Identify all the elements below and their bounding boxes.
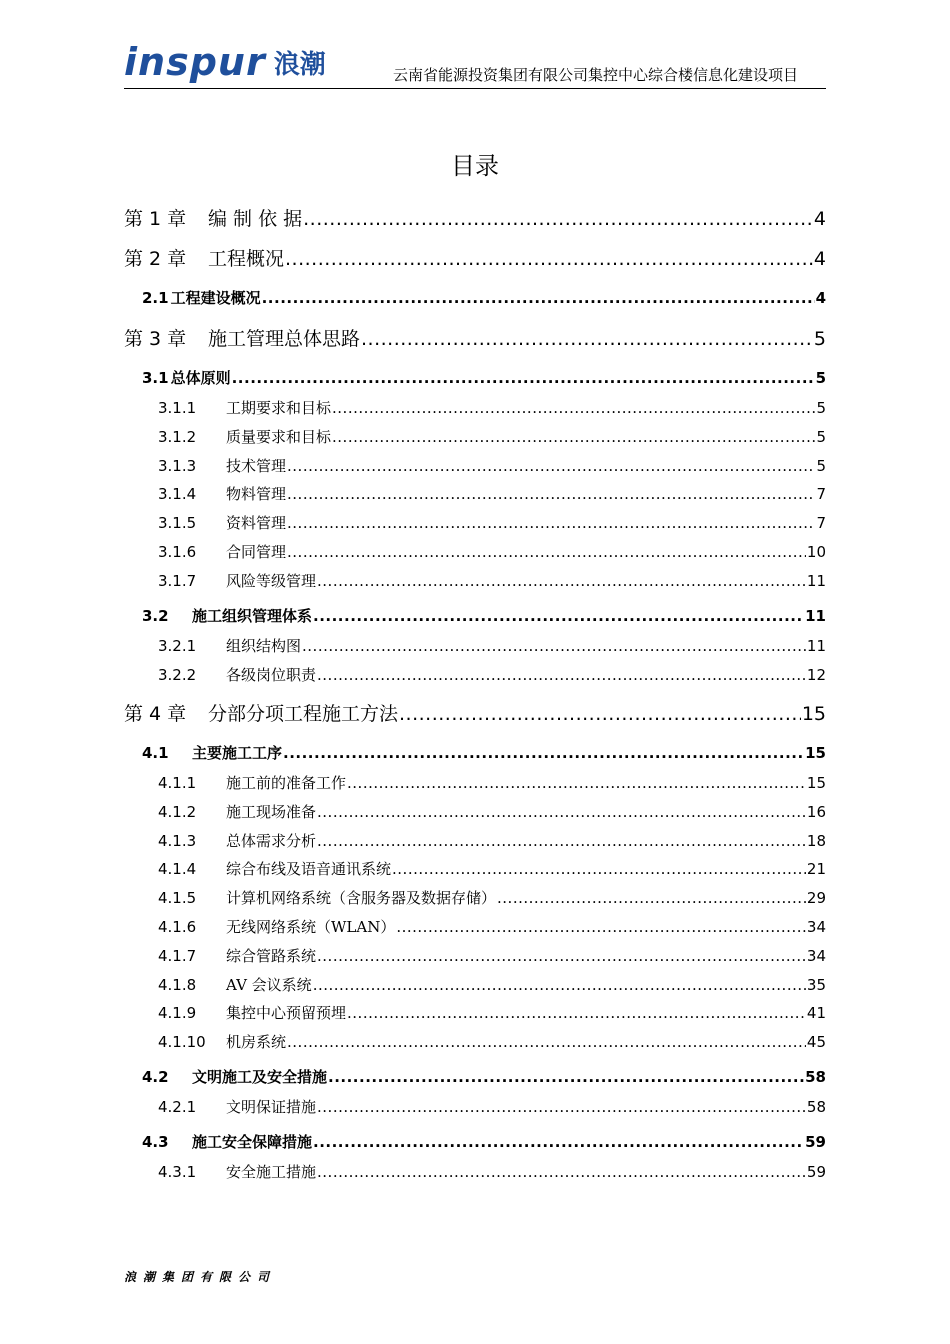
toc-entry-number: 第 3 章 <box>124 328 187 350</box>
toc-entry-page: 21 <box>806 860 826 878</box>
toc-entry-page: 5 <box>816 428 826 446</box>
toc-entry[interactable] <box>124 570 826 591</box>
toc-entry-page: 4 <box>815 289 826 307</box>
toc-entry[interactable] <box>124 605 826 626</box>
toc-entry[interactable] <box>124 1096 826 1117</box>
toc-entry[interactable] <box>124 742 826 763</box>
toc-entry-page: 29 <box>806 889 826 907</box>
toc-entry-label: 资料管理 <box>226 514 287 532</box>
toc-entry-number: 3.1.6 <box>158 543 197 561</box>
header-project-title: 云南省能源投资集团有限公司集控中心综合楼信息化建设项目 <box>392 66 798 84</box>
toc-entry-page: 35 <box>806 976 826 994</box>
toc-entry[interactable] <box>124 664 826 685</box>
toc-entry[interactable] <box>124 887 826 908</box>
toc-entry[interactable] <box>124 1031 826 1052</box>
toc-entry-label: 施工管理总体思路 <box>208 328 361 350</box>
toc-entry-page: 15 <box>801 703 826 725</box>
toc-entry-label: 各级岗位职责 <box>226 666 317 684</box>
toc-entry-label: 物料管理 <box>226 485 287 503</box>
toc-entry-label: 质量要求和目标 <box>226 428 332 446</box>
toc-entry-label: 工程建设概况 <box>170 289 261 307</box>
toc-entry-label: 安全施工措施 <box>226 1163 317 1181</box>
toc-entry-number: 3.2 <box>142 607 169 625</box>
toc-entry-page: 58 <box>806 1098 826 1116</box>
toc-entry-number: 第 1 章 <box>124 208 187 230</box>
toc-entry[interactable] <box>124 244 826 271</box>
toc-entry[interactable] <box>124 830 826 851</box>
toc-entry-page: 5 <box>816 457 826 475</box>
toc-entry-page: 5 <box>815 369 826 387</box>
toc-entry-page: 10 <box>806 543 826 561</box>
toc-entry[interactable] <box>124 1161 826 1182</box>
toc-entry[interactable] <box>124 397 826 418</box>
toc-entry-number: 4.1.9 <box>158 1004 197 1022</box>
toc-entry-label: 合同管理 <box>226 543 287 561</box>
page-header <box>124 40 826 89</box>
toc-entry[interactable] <box>124 455 826 476</box>
toc-entry-label: 文明保证措施 <box>226 1098 317 1116</box>
toc-entry-label: 文明施工及安全措施 <box>192 1068 328 1086</box>
toc-entry-label: 组织结构图 <box>226 637 302 655</box>
toc-entry[interactable] <box>124 324 826 351</box>
toc-entry-page: 45 <box>806 1033 826 1051</box>
toc-entry-number: 4.1.4 <box>158 860 197 878</box>
toc-entry-label: 无线网络系统（WLAN） <box>226 918 396 936</box>
toc-entry-number: 3.1.2 <box>158 428 197 446</box>
toc-entry-label: 总体需求分析 <box>226 832 317 850</box>
toc-entry-page: 15 <box>806 774 826 792</box>
toc-entry-page: 4 <box>813 248 826 270</box>
toc-entry-page: 34 <box>806 947 826 965</box>
toc-entry-page: 59 <box>805 1133 826 1151</box>
toc-entry-label: 编 制 依 据 <box>208 208 303 230</box>
toc-entry-number: 3.2.2 <box>158 666 197 684</box>
toc-entry-number: 3.1.3 <box>158 457 197 475</box>
toc-entry-label: 计算机网络系统（含服务器及数据存储） <box>226 889 497 907</box>
toc-entry-label: 综合管路系统 <box>226 947 317 965</box>
toc-entry-page: 59 <box>806 1163 826 1181</box>
toc-entry[interactable] <box>124 916 826 937</box>
toc-entry-number: 第 4 章 <box>124 703 187 725</box>
toc-entry-page: 58 <box>805 1068 826 1086</box>
toc-entry-label: 施工安全保障措施 <box>192 1133 313 1151</box>
toc-entry-number: 3.1.5 <box>158 514 197 532</box>
toc-entry-label: 技术管理 <box>226 457 287 475</box>
toc-entry-number: 4.1.6 <box>158 918 197 936</box>
toc-entry-number: 3.1.7 <box>158 572 197 590</box>
toc-entry-label: 机房系统 <box>226 1033 287 1051</box>
toc-entry[interactable] <box>124 1066 826 1087</box>
toc-entry-label: 施工现场准备 <box>226 803 317 821</box>
toc-entry-page: 7 <box>816 514 826 532</box>
toc-entry-page: 18 <box>806 832 826 850</box>
toc-entry[interactable] <box>124 287 826 308</box>
toc-entry-number: 4.2.1 <box>158 1098 197 1116</box>
toc-entry-page: 11 <box>806 572 826 590</box>
toc-entry[interactable] <box>124 772 826 793</box>
toc-entry-page: 16 <box>806 803 826 821</box>
toc-entry-page: 41 <box>806 1004 826 1022</box>
toc-entry-page: 12 <box>806 666 826 684</box>
toc-entry[interactable] <box>124 635 826 656</box>
toc-entry-number: 4.3.1 <box>158 1163 197 1181</box>
toc-entry-page: 4 <box>813 208 826 230</box>
toc-entry[interactable] <box>124 945 826 966</box>
toc-entry-label: 主要施工工序 <box>192 744 283 762</box>
logo-wordmark: inspur <box>124 40 266 84</box>
toc-entry[interactable] <box>124 512 826 533</box>
page-footer-company: 浪潮集团有限公司 <box>124 1270 277 1284</box>
toc-entry-number: 3.1.1 <box>158 399 197 417</box>
toc-entry[interactable] <box>124 858 826 879</box>
toc-entry[interactable] <box>124 483 826 504</box>
toc-entry-number: 4.1.10 <box>158 1033 206 1051</box>
toc-entry-number: 4.1.3 <box>158 832 197 850</box>
toc-entry-label: AV 会议系统 <box>226 976 312 994</box>
toc-entry[interactable] <box>124 541 826 562</box>
toc-entry-number: 2.1 <box>142 289 169 307</box>
logo-chinese: 浪潮 <box>273 49 326 80</box>
toc-entry-number: 第 2 章 <box>124 248 187 270</box>
toc-entry-page: 7 <box>816 485 826 503</box>
toc-entry-number: 3.1 <box>142 369 169 387</box>
toc-entry[interactable] <box>124 426 826 447</box>
inspur-logo <box>124 42 326 82</box>
toc-entry-page: 11 <box>805 607 826 625</box>
toc-entry-page: 5 <box>813 328 826 350</box>
toc-entry[interactable] <box>124 204 826 231</box>
toc-entry[interactable] <box>124 801 826 822</box>
toc-entry-number: 4.2 <box>142 1068 169 1086</box>
toc-entry-label: 分部分项工程施工方法 <box>208 703 399 725</box>
toc-entry[interactable] <box>124 974 826 995</box>
toc-entry-label: 总体原则 <box>170 369 231 387</box>
toc-entry-number: 4.3 <box>142 1133 169 1151</box>
toc-entry-label: 综合布线及语音通讯系统 <box>226 860 392 878</box>
toc-entry-label: 集控中心预留预埋 <box>226 1004 347 1022</box>
toc-entry-label: 施工组织管理体系 <box>192 607 313 625</box>
toc-entry-number: 4.1.5 <box>158 889 197 907</box>
toc-entry-page: 5 <box>816 399 826 417</box>
toc-title: 目录 <box>451 152 499 180</box>
toc-entry-label: 施工前的准备工作 <box>226 774 347 792</box>
toc-entry-page: 11 <box>806 637 826 655</box>
toc-entry-number: 4.1.7 <box>158 947 197 965</box>
toc-entry[interactable] <box>124 1002 826 1023</box>
toc-entry-number: 4.1.8 <box>158 976 197 994</box>
toc-entry-label: 工期要求和目标 <box>226 399 332 417</box>
toc-entry-number: 4.1.2 <box>158 803 197 821</box>
toc-entry-number: 3.1.4 <box>158 485 197 503</box>
toc-entry-number: 4.1 <box>142 744 169 762</box>
toc-entry[interactable] <box>124 699 826 726</box>
toc-entry-label: 工程概况 <box>208 248 285 270</box>
toc-entry-page: 15 <box>805 744 826 762</box>
toc-entry-number: 3.2.1 <box>158 637 197 655</box>
toc-entry-number: 4.1.1 <box>158 774 197 792</box>
toc-entry-page: 34 <box>806 918 826 936</box>
toc-entry-label: 风险等级管理 <box>226 572 317 590</box>
toc-entry[interactable] <box>124 1131 826 1152</box>
toc-entry[interactable] <box>124 367 826 388</box>
